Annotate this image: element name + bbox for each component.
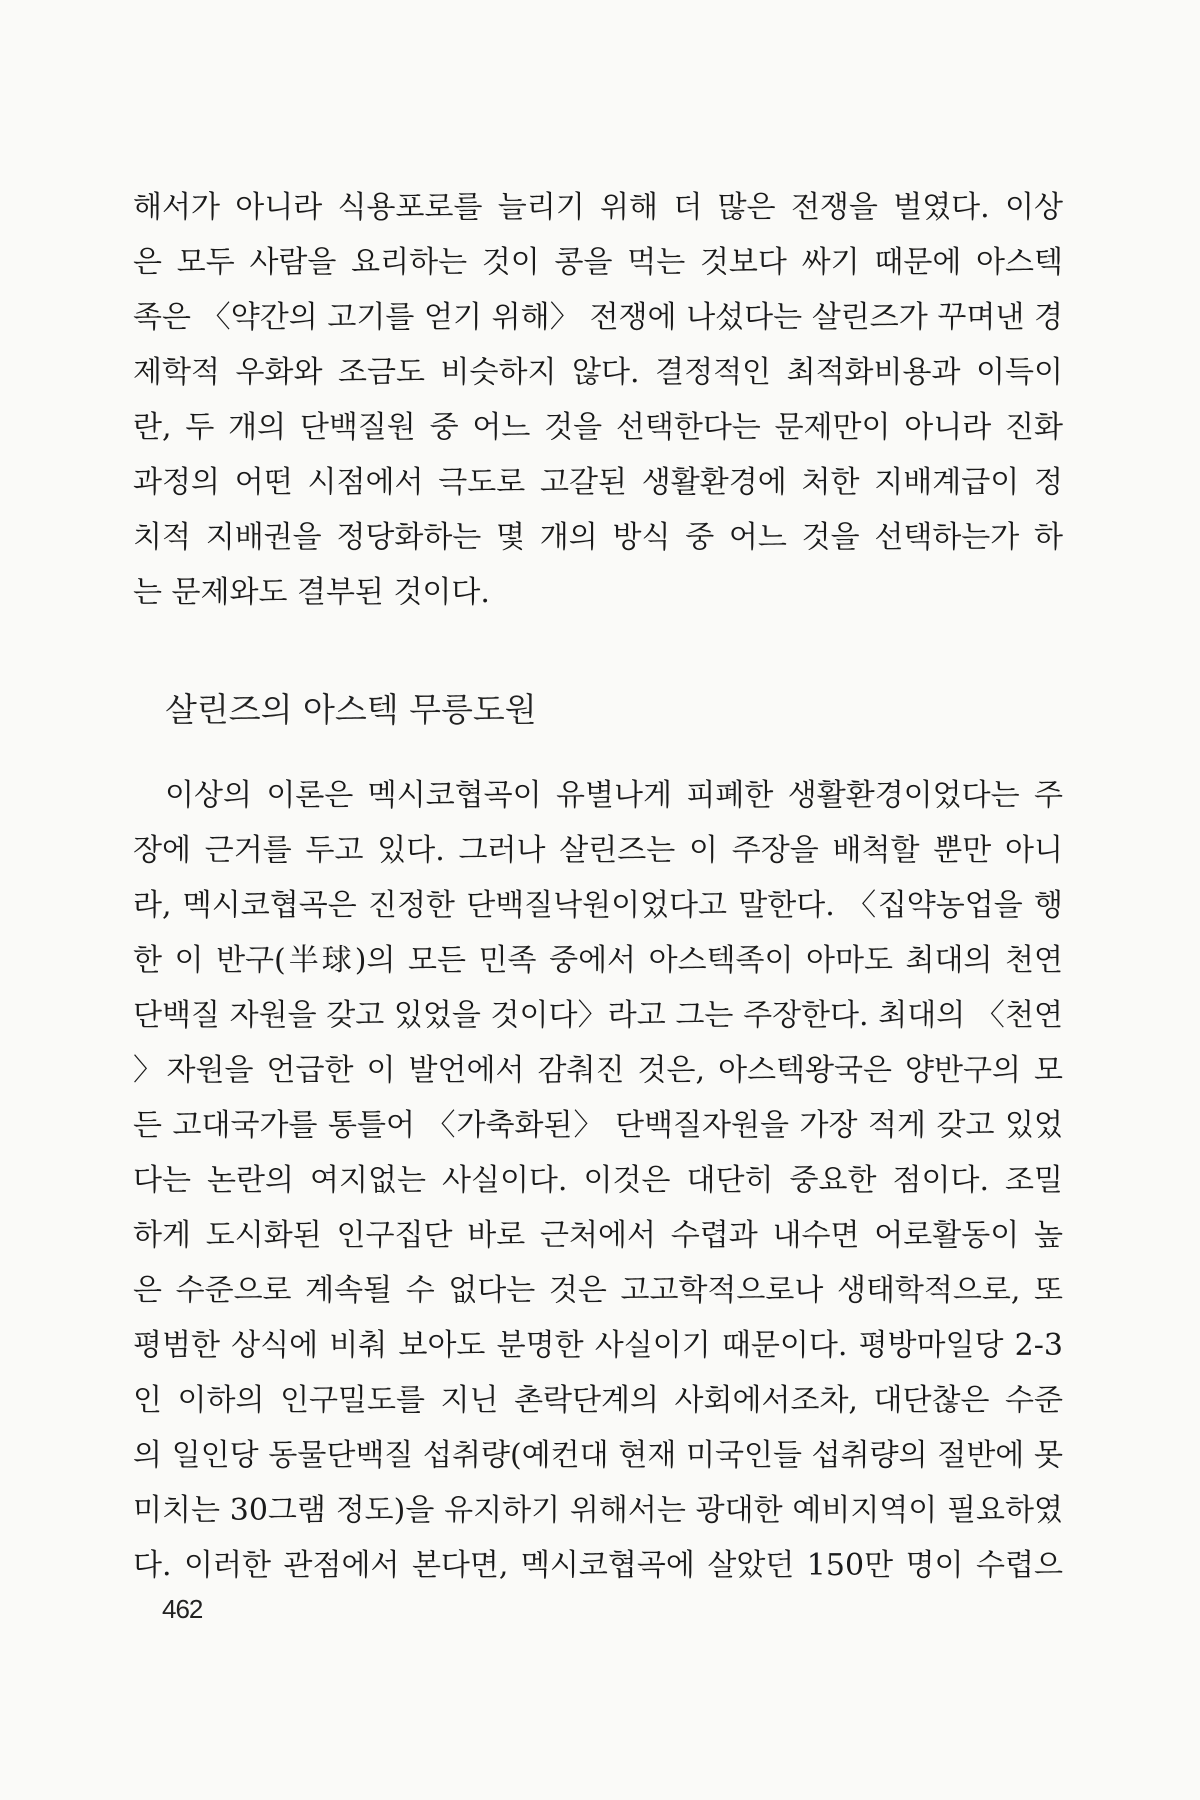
text-line: 다. 이러한 관점에서 본다면, 멕시코협곡에 살았던 150만 명이 수렵으 — [133, 1548, 1063, 1583]
text-line: 하게 도시화된 인구집단 바로 근처에서 수렵과 내수면 어로활동이 높 — [133, 1218, 1063, 1253]
text-line: 과정의 어떤 시점에서 극도로 고갈된 생활환경에 처한 지배계급이 정 — [133, 465, 1063, 500]
text-line: 란, 두 개의 단백질원 중 어느 것을 선택한다는 문제만이 아니라 진화 — [133, 410, 1063, 445]
section-heading: 살린즈의 아스텍 무릉도원 — [165, 690, 537, 729]
text-line: 인 이하의 인구밀도를 지닌 촌락단계의 사회에서조차, 대단찮은 수준 — [133, 1383, 1063, 1418]
text-line: 장에 근거를 두고 있다. 그러나 살린즈는 이 주장을 배척할 뿐만 아니 — [133, 833, 1063, 868]
text-line: 단백질 자원을 갖고 있었을 것이다〉라고 그는 주장한다. 최대의 〈천연 — [133, 998, 1063, 1033]
text-line: 은 수준으로 계속될 수 없다는 것은 고고학적으로나 생태학적으로, 또 — [133, 1273, 1063, 1308]
text-line: 이상의 이론은 멕시코협곡이 유별나게 피폐한 생활환경이었다는 주 — [165, 778, 1063, 813]
text-line: 평범한 상식에 비춰 보아도 분명한 사실이기 때문이다. 평방마일당 2-3 — [133, 1328, 1063, 1363]
text-line: 든 고대국가를 통틀어 〈가축화된〉 단백질자원을 가장 적게 갖고 있었 — [133, 1108, 1063, 1143]
text-line: 미치는 30그램 정도)을 유지하기 위해서는 광대한 예비지역이 필요하였 — [133, 1493, 1063, 1528]
text-line: 〉자원을 언급한 이 발언에서 감춰진 것은, 아스텍왕국은 양반구의 모 — [133, 1053, 1063, 1088]
paragraph-2 — [133, 768, 1063, 1593]
text-line: 라, 멕시코협곡은 진정한 단백질낙원이었다고 말한다. 〈집약농업을 행 — [133, 888, 1063, 923]
text-line: 치적 지배권을 정당화하는 몇 개의 방식 중 어느 것을 선택하는가 하 — [133, 520, 1063, 555]
text-line: 한 이 반구(半球)의 모든 민족 중에서 아스텍족이 아마도 최대의 천연 — [133, 943, 1063, 978]
page-number: 462 — [162, 1594, 203, 1624]
text-line: 의 일인당 동물단백질 섭취량(예컨대 현재 미국인들 섭취량의 절반에 못 — [133, 1438, 1063, 1473]
text-line: 해서가 아니라 식용포로를 늘리기 위해 더 많은 전쟁을 벌였다. 이상 — [133, 190, 1063, 225]
text-line: 족은 〈약간의 고기를 얻기 위해〉 전쟁에 나섰다는 살린즈가 꾸며낸 경 — [133, 300, 1063, 335]
text-line: 는 문제와도 결부된 것이다. — [133, 575, 490, 610]
paragraph-1 — [133, 180, 1063, 620]
text-line: 다는 논란의 여지없는 사실이다. 이것은 대단히 중요한 점이다. 조밀 — [133, 1163, 1063, 1198]
text-line: 은 모두 사람을 요리하는 것이 콩을 먹는 것보다 싸기 때문에 아스텍 — [133, 245, 1063, 280]
text-line: 제학적 우화와 조금도 비슷하지 않다. 결정적인 최적화비용과 이득이 — [133, 355, 1063, 390]
